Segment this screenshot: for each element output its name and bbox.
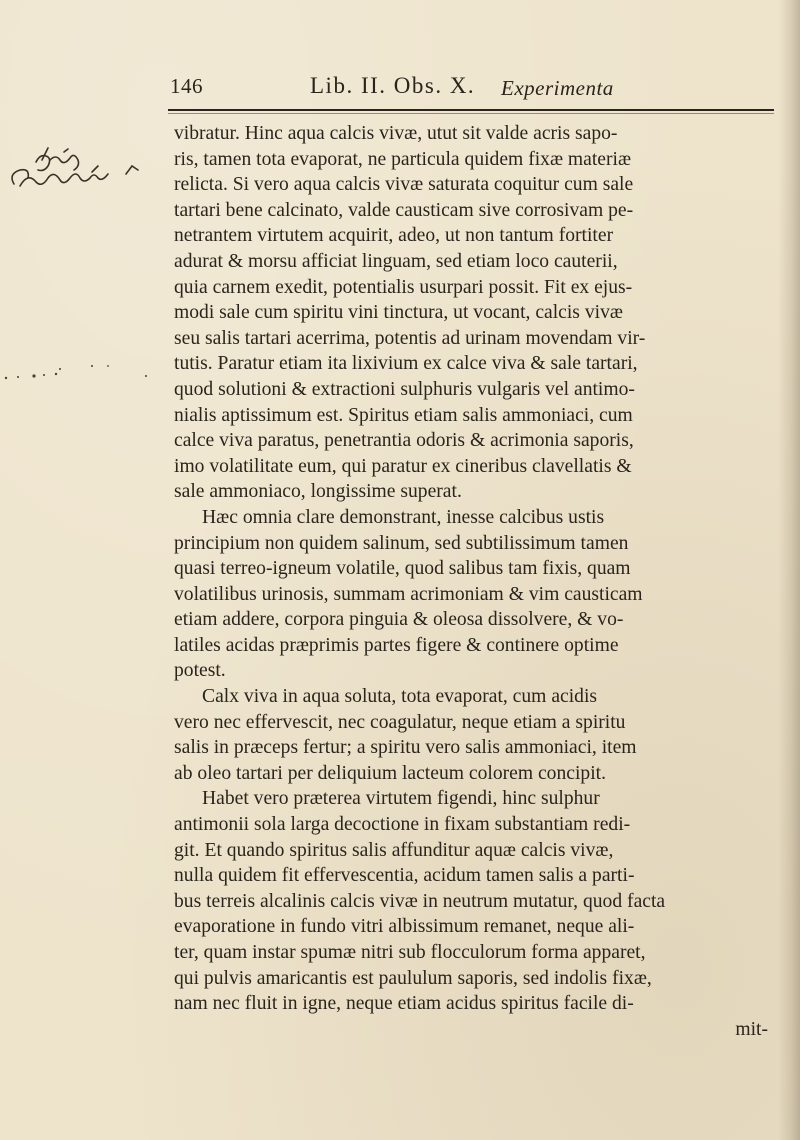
text-line: principium non quidem salinum, sed subtilissimum tamen — [174, 532, 629, 554]
text-line: vibratur. Hinc aqua calcis vivæ, utut sit valde acris sapo- — [174, 123, 618, 144]
text-line: imo volatilitate eum, qui paratur ex cineribus clavellatis & — [174, 455, 632, 477]
ink-specks — [0, 360, 160, 390]
text-line: Calx viva in aqua soluta, tota evaporat, cum acidis — [202, 686, 598, 708]
text-line: volatilibus urinosis, summam acrimoniam & vim causticam — [174, 583, 643, 605]
paragraph-1 — [174, 121, 774, 505]
text-line: tartari bene calcinato, valde causticam sive corrosivam pe- — [174, 199, 634, 221]
page-number: 146 — [170, 74, 203, 98]
text-line: git. Et quando spiritus salis affunditur aquæ calcis vivæ, — [174, 839, 614, 861]
text-line: quia carnem exedit, potentialis usurpari possit. Fit ex ejus- — [174, 276, 633, 298]
text-line: modi sale cum spiritu vini tinctura, ut vocant, calcis vivæ — [174, 302, 623, 324]
text-line: nialis aptissimum est. Spiritus etiam salis ammoniaci, cum — [174, 404, 633, 426]
header-rule-thin — [168, 113, 774, 114]
text-line: qui pulvis amaricantis est paululum saporis, sed indolis fixæ, — [174, 967, 652, 989]
text-line: ter, quam instar spumæ nitri sub flocculorum forma apparet, — [174, 942, 646, 963]
text-line: nulla quidem fit effervescentia, acidum tamen salis a parti- — [174, 865, 635, 887]
running-head-subtitle: Experimenta — [501, 76, 614, 100]
text-line: quasi terreo-igneum volatile, quod salibus tam fixis, quam — [174, 558, 631, 580]
text-line: Hæc omnia clare demonstrant, inesse calcibus ustis — [202, 506, 605, 528]
page-header — [170, 74, 770, 104]
text-line: evaporatione in fundo vitri albissimum remanet, neque ali- — [174, 916, 635, 938]
text-line: quod solutioni & extractioni sulphuris vulgaris vel antimo- — [174, 378, 635, 400]
paragraph-3 — [174, 684, 774, 786]
body-text — [174, 121, 774, 1042]
text-line: tutis. Paratur etiam ita lixivium ex calce viva & sale tartari, — [174, 353, 638, 375]
text-line-catchword: mit- — [735, 1018, 768, 1040]
text-line: Habet vero præterea virtutem figendi, hinc sulphur — [202, 788, 600, 810]
text-line: latiles acidas præprimis partes figere & continere optime — [174, 634, 619, 656]
running-head: Lib. II. Obs. X. — [310, 73, 476, 98]
handwritten-marginal-note — [6, 140, 156, 200]
text-line: adurat & morsu afficiat linguam, sed etiam loco cauterii, — [174, 250, 618, 272]
text-line: potest. — [174, 660, 226, 682]
text-line: antimonii sola larga decoctione in fixam substantiam redi- — [174, 814, 631, 836]
text-line: ab oleo tartari per deliquium lacteum colorem concipit. — [174, 762, 606, 784]
text-line: salis in præceps fertur; a spiritu vero salis ammoniaci, item — [174, 737, 637, 759]
paragraph-4 — [174, 786, 774, 1042]
text-line: ris, tamen tota evaporat, ne particula quidem fixæ materiæ — [174, 148, 632, 170]
text-line: relicta. Si vero aqua calcis vivæ saturata coquitur cum sale — [174, 174, 634, 196]
text-line: netrantem virtutem acquirit, adeo, ut non tantum fortiter — [174, 225, 614, 247]
text-line: vero nec effervescit, nec coagulatur, neque etiam a spiritu — [174, 711, 626, 733]
text-line: bus terreis alcalinis calcis vivæ in neutrum mutatur, quod facta — [174, 890, 666, 912]
paragraph-2 — [174, 505, 774, 684]
text-line: seu salis tartari acerrima, potentis ad urinam movendam vir- — [174, 327, 646, 349]
header-rule — [168, 109, 774, 111]
page-edge-shadow — [778, 0, 800, 1140]
text-line: etiam addere, corpora pinguia & oleosa dissolvere, & vo- — [174, 609, 624, 631]
text-line: calce viva paratus, penetrantia odoris & acrimonia saporis, — [174, 430, 634, 452]
text-line: nam nec fluit in igne, neque etiam acidus spiritus facile di- — [174, 993, 634, 1015]
text-line: sale ammoniaco, longissime superat. — [174, 481, 462, 503]
